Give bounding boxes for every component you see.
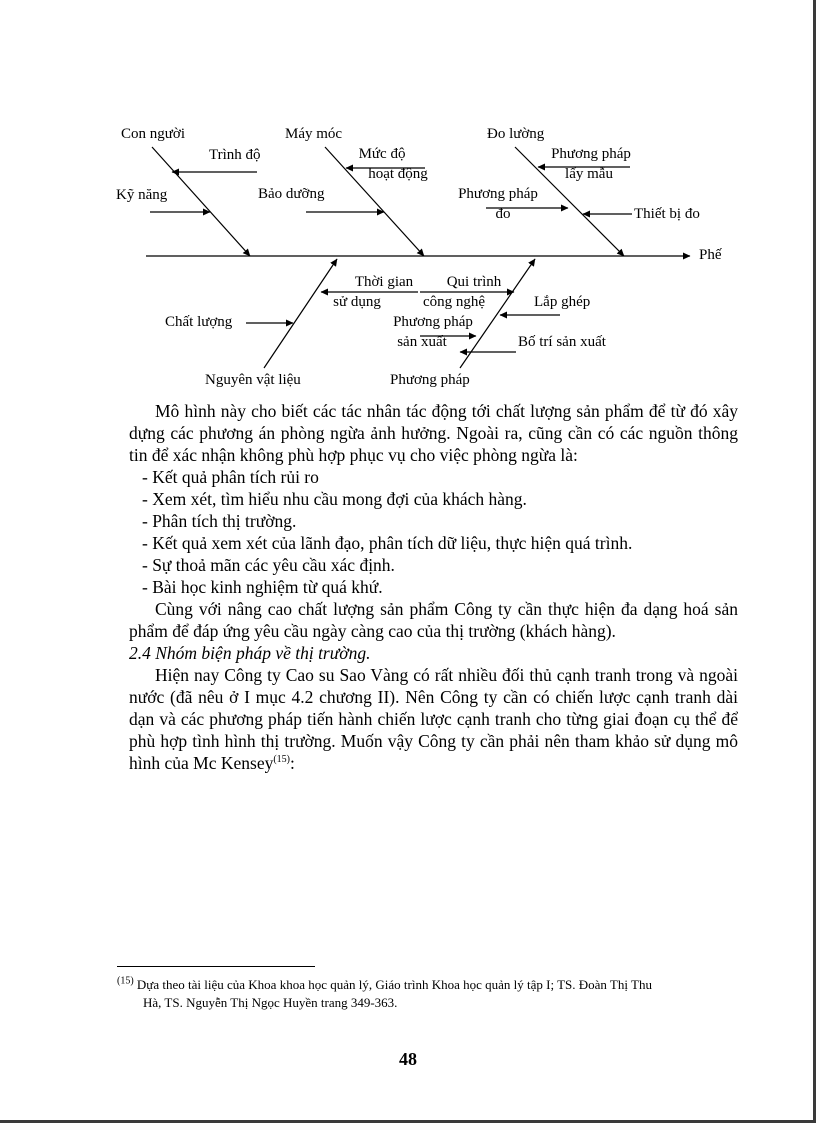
paragraph-3-end: :	[290, 753, 295, 773]
label-muc-do-l2: hoạt động	[368, 166, 428, 182]
footnote-rule	[117, 966, 315, 967]
list-item: - Kết quả phân tích rủi ro	[142, 467, 319, 487]
list-item: - Kết quả xem xét của lãnh đạo, phân tích dữ liệu, thực hiện quá trình.	[142, 533, 633, 553]
label-thiet-bi-do: Thiết bị đo	[634, 206, 700, 222]
label-qui-trinh-l2: công nghệ	[422, 294, 486, 310]
section-heading: 2.4 Nhóm biện pháp về thị trường.	[129, 643, 371, 663]
label-lay-mau-l2: lấy mẫu	[565, 166, 613, 182]
bone-materials	[264, 259, 337, 368]
paragraph-3	[129, 664, 738, 774]
list-item: - Sự thoả mãn các yêu cầu xác định.	[142, 555, 395, 575]
label-phuong-phap-do-l2: đo	[495, 206, 511, 222]
list-item: - Phân tích thị trường.	[142, 511, 297, 531]
label-ky-nang: Kỹ năng	[116, 187, 168, 203]
page-number: 48	[399, 1049, 417, 1069]
footnote-ref: (15)	[273, 754, 291, 766]
label-phuong-phap-do-l1: Phương pháp	[458, 186, 538, 202]
label-bo-tri: Bố trí sản xuất	[518, 334, 606, 350]
label-thoi-gian-l2: sử dụng	[333, 294, 381, 310]
bone-machines	[325, 147, 424, 256]
footnote-mark: (15)	[117, 975, 134, 987]
paragraph-2: Cùng với nâng cao chất lượng sản phẩm Công ty cần thực hiện đa dạng hoá sản phẩm để đáp ứng yêu cầu ngày càng cao của thị trường (khách hàng).	[129, 599, 738, 641]
paragraph-1: Mô hình này cho biết các tác nhân tác động tới chất lượng sản phẩm để từ đó xây dựng các phương án phòng ngừa ảnh hưởng. Ngoài ra, cũng cần có các nguồn thông tin để xác nhận không phù hợp phục vụ cho việc phòng ngừa là:	[129, 401, 738, 465]
body-text	[129, 400, 738, 774]
label-effect: Phế	[699, 247, 722, 263]
label-qui-trinh-l1: Qui trình	[446, 274, 502, 290]
label-methods: Phương pháp	[390, 372, 470, 388]
label-materials: Nguyên vật liệu	[205, 372, 301, 388]
label-bao-duong: Bảo dưỡng	[258, 186, 325, 202]
label-san-xuat-l2: sản xuất	[397, 334, 447, 350]
label-lay-mau-l1: Phương pháp	[551, 146, 631, 162]
footnote-text-1: Dựa theo tài liệu của Khoa khoa học quản lý, Giáo trình Khoa học quản lý tập I; TS. Đoàn Thị Thu	[133, 977, 652, 992]
bullet-list	[129, 466, 738, 598]
label-lap-ghep: Lắp ghép	[534, 294, 591, 310]
label-people: Con người	[121, 126, 185, 142]
footnote-line-1	[117, 976, 737, 994]
label-measurement: Đo lường	[487, 126, 545, 142]
label-chat-luong: Chất lượng	[165, 314, 233, 330]
list-item: - Bài học kinh nghiệm từ quá khứ.	[142, 577, 383, 597]
label-trinh-do: Trình độ	[209, 147, 261, 163]
label-san-xuat-l1: Phương pháp	[393, 314, 473, 330]
footnote	[117, 976, 737, 1012]
label-thoi-gian-l1: Thời gian	[354, 274, 414, 290]
label-muc-do-l1: Mức độ	[358, 146, 406, 162]
list-item: - Xem xét, tìm hiểu nhu cầu mong đợi của khách hàng.	[142, 489, 527, 509]
label-machines: Máy móc	[285, 126, 343, 142]
footnote-line-2: Hà, TS. Nguyễn Thị Ngọc Huyền trang 349-363.	[143, 995, 398, 1010]
paragraph-3-text: Hiện nay Công ty Cao su Sao Vàng có rất nhiều đối thủ cạnh tranh trong và ngoài nước (đã nêu ở I mục 4.2 chương II). Nên Công ty cần có chiến lược cạnh tranh dài dạn và các phương pháp tiến hành chiến lược cạnh tranh cho từng giai đoạn cụ thể để phù hợp tình hình thị trường. Muốn vậy Công ty cần phải nên tham khảo sử dụng mô hình của Mc Kensey	[129, 665, 738, 773]
fishbone-diagram	[0, 0, 816, 400]
